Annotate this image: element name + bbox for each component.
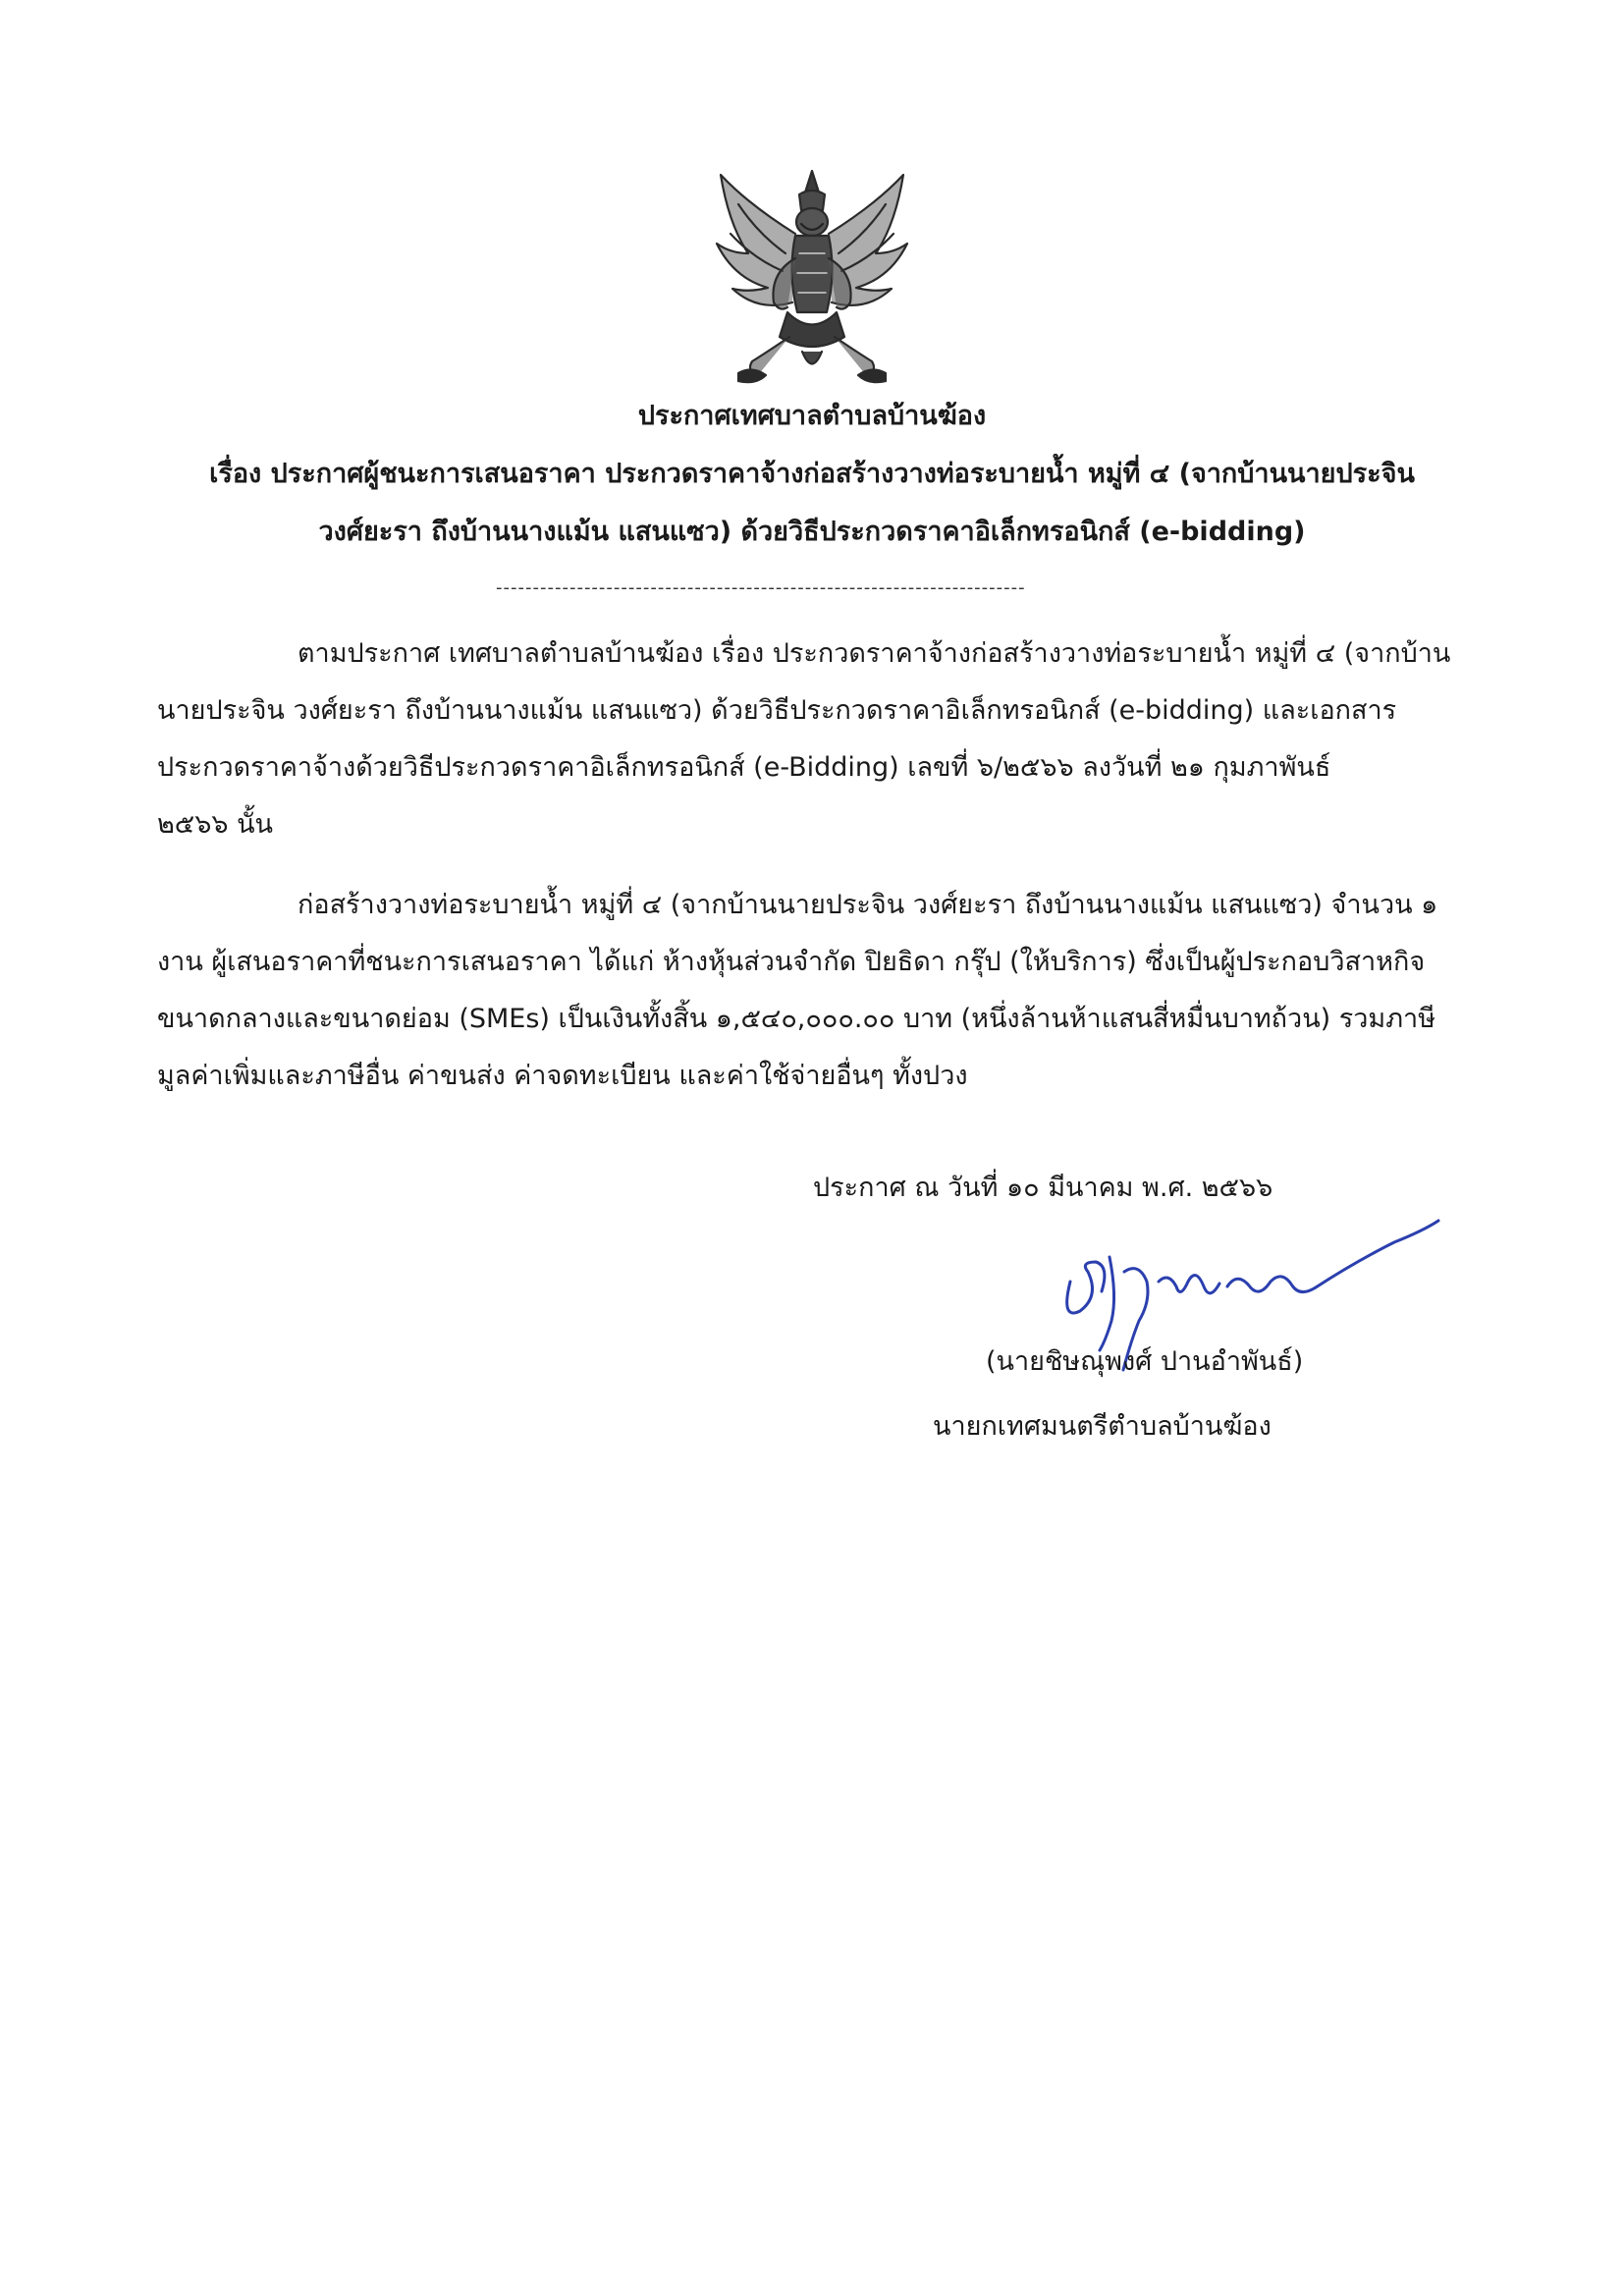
paragraph-2-line-3: ขนาดกลางและขนาดย่อม (SMEs) เป็นเงินทั้งสิ้น ๑,๕๔๐,๐๐๐.๐๐ บาท (หนึ่งล้านห้าแสนสี่หมื่นบาทถ้วน) รวมภาษี bbox=[157, 1004, 1435, 1034]
paragraph-2-line-4: มูลค่าเพิ่มและภาษีอื่น ค่าขนส่ง ค่าจดทะเบียน และค่าใช้จ่ายอื่นๆ ทั้งปวง bbox=[157, 1061, 968, 1091]
subject-line-1: เรื่อง ประกาศผู้ชนะการเสนอราคา ประกวดราคาจ้างก่อสร้างวางท่อระบายน้ำ หมู่ที่ ๔ (จากบ้านนายประจิน bbox=[209, 459, 1415, 489]
paragraph-2-line-2: งาน ผู้เสนอราคาที่ชนะการเสนอราคา ได้แก่ ห้างหุ้นส่วนจำกัด ปิยธิดา กรุ๊ป (ให้บริการ) ซึ่งเป็นผู้ประกอบวิสาหกิจ bbox=[157, 947, 1426, 977]
signer-position: นายกเทศมนตรีตำบลบ้านฆ้อง bbox=[933, 1411, 1272, 1442]
paragraph-1-line-1: ตามประกาศ เทศบาลตำบลบ้านฆ้อง เรื่อง ประกวดราคาจ้างก่อสร้างวางท่อระบายน้ำ หมู่ที่ ๔ (จากบ้าน bbox=[298, 638, 1451, 669]
announcement-date: ประกาศ ณ วันที่ ๑๐ มีนาคม พ.ศ. ๒๕๖๖ bbox=[813, 1173, 1273, 1203]
announcement-title: ประกาศเทศบาลตำบลบ้านฆ้อง bbox=[637, 401, 987, 431]
separator-line: ------------------------------------------------------------------------ bbox=[496, 577, 1026, 598]
garuda-emblem-icon bbox=[709, 165, 915, 389]
paragraph-1-line-3: ประกวดราคาจ้างด้วยวิธีประกวดราคาอิเล็กทรอนิกส์ (e-Bidding) เลขที่ ๖/๒๕๖๖ ลงวันที่ ๒๑ กุมภาพันธ์ bbox=[157, 752, 1331, 783]
paragraph-2-line-1: ก่อสร้างวางท่อระบายน้ำ หมู่ที่ ๔ (จากบ้านนายประจิน วงศ์ยะรา ถึงบ้านนางแม้น แสนแซว) จำนวน ๑ bbox=[298, 890, 1438, 920]
subject-line-2: วงศ์ยะรา ถึงบ้านนางแม้น แสนแซว) ด้วยวิธีประกวดราคาอิเล็กทรอนิกส์ (e-bidding) bbox=[318, 517, 1306, 547]
paragraph-1-line-4: ๒๕๖๖ นั้น bbox=[157, 809, 274, 840]
signer-name: (นายชิษณุพงศ์ ปานอำพันธ์) bbox=[986, 1346, 1304, 1377]
paragraph-1-line-2: นายประจิน วงศ์ยะรา ถึงบ้านนางแม้น แสนแซว) ด้วยวิธีประกวดราคาอิเล็กทรอนิกส์ (e-bidding) และเอกสาร bbox=[157, 695, 1397, 726]
